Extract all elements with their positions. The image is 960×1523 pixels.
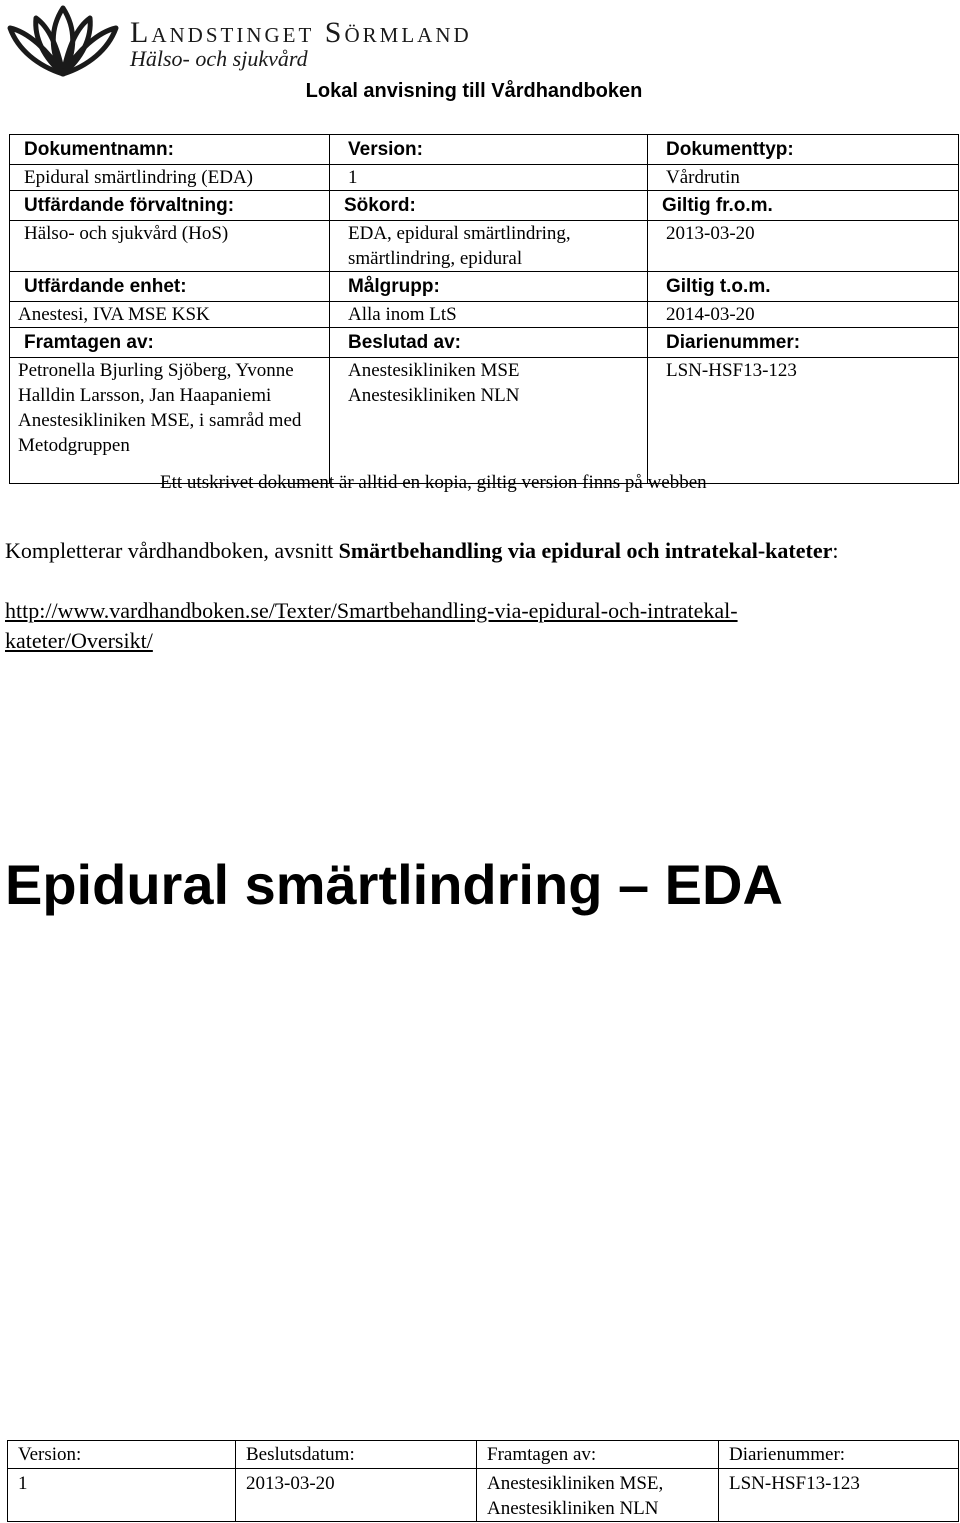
link-line[interactable]: http://www.vardhandboken.se/Texter/Smartbehandling-via-epidural-och-intratekal-: [5, 598, 738, 623]
value-target-group: Alla inom LtS: [330, 302, 648, 328]
label-version: Version:: [330, 135, 648, 165]
vardhandboken-link[interactable]: [5, 596, 945, 656]
label-keywords: Sökord:: [330, 191, 648, 221]
footer-value-produced-by: [477, 1469, 719, 1522]
complement-suffix: :: [832, 538, 839, 563]
produced-by-line: Anestesikliniken NLN: [487, 1498, 659, 1519]
metadata-value-row: [10, 302, 959, 328]
footer-value-version: 1: [8, 1469, 236, 1522]
metadata-value-row: [10, 221, 959, 272]
complement-paragraph: [5, 536, 945, 566]
label-valid-from: Giltig fr.o.m.: [648, 191, 959, 221]
label-registry-number: Diarienummer:: [648, 328, 959, 358]
value-issuing-unit: Anestesi, IVA MSE KSK: [10, 302, 330, 328]
value-valid-from: 2013-03-20: [648, 221, 959, 272]
printed-copy-notice: Ett utskrivet dokument är alltid en kopia, giltig version finns på webben: [160, 472, 707, 493]
metadata-value-row: [10, 165, 959, 191]
footer-value-decision-date: 2013-03-20: [236, 1469, 477, 1522]
value-document-type: Vårdrutin: [648, 165, 959, 191]
metadata-header-row: [10, 328, 959, 358]
label-valid-until: Giltig t.o.m.: [648, 272, 959, 302]
value-issuing-administration: Hälso- och sjukvård (HoS): [10, 221, 330, 272]
complement-section: Smärtbehandling via epidural och intratekal-kateter: [338, 538, 833, 563]
footer-label-decision-date: Beslutsdatum:: [236, 1441, 477, 1469]
tulip-lotus-logo-icon: [4, 2, 122, 80]
label-decided-by: Beslutad av:: [330, 328, 648, 358]
value-keywords: EDA, epidural smärtlindring, smärtlindring, epidural: [330, 221, 648, 272]
footer-table: [7, 1440, 959, 1522]
label-document-type: Dokumenttyp:: [648, 135, 959, 165]
footer-value-row: [8, 1469, 959, 1522]
value-valid-until: 2014-03-20: [648, 302, 959, 328]
decided-by-line: Anestesikliniken NLN: [348, 385, 520, 406]
label-issuing-unit: Utfärdande enhet:: [10, 272, 330, 302]
org-subtitle: Hälso- och sjukvård: [130, 46, 308, 71]
produced-by-line: Anestesikliniken MSE,: [487, 1473, 664, 1494]
footer-header-row: [8, 1441, 959, 1469]
label-document-name: Dokumentnamn:: [10, 135, 330, 165]
label-produced-by: Framtagen av:: [10, 328, 330, 358]
org-name: Landstinget Sörmland: [130, 16, 472, 49]
document-title: Epidural smärtlindring – EDA: [5, 853, 783, 916]
metadata-value-row: [10, 358, 959, 484]
footer-label-registry-number: Diarienummer:: [719, 1441, 959, 1469]
metadata-header-row: [10, 272, 959, 302]
value-produced-by: Petronella Bjurling Sjöberg, Yvonne Halldin Larsson, Jan Haapaniemi Anestesikliniken MSE, i samråd med Metodgruppen: [10, 358, 330, 484]
page-heading: Lokal anvisning till Vårdhandboken: [305, 80, 643, 102]
link-line[interactable]: kateter/Oversikt/: [5, 628, 153, 653]
document-metadata-table: [9, 134, 959, 484]
decided-by-line: Anestesikliniken MSE: [348, 360, 520, 381]
footer-label-produced-by: Framtagen av:: [477, 1441, 719, 1469]
value-document-name: Epidural smärtlindring (EDA): [10, 165, 330, 191]
value-decided-by: [330, 358, 648, 484]
label-issuing-administration: Utfärdande förvaltning:: [10, 191, 330, 221]
metadata-header-row: [10, 135, 959, 165]
header-logo: [4, 2, 564, 82]
metadata-header-row: [10, 191, 959, 221]
value-registry-number: LSN-HSF13-123: [648, 358, 959, 484]
footer-label-version: Version:: [8, 1441, 236, 1469]
value-version: 1: [330, 165, 648, 191]
label-target-group: Målgrupp:: [330, 272, 648, 302]
complement-prefix: Kompletterar vårdhandboken, avsnitt: [5, 538, 339, 563]
footer-value-registry-number: LSN-HSF13-123: [719, 1469, 959, 1522]
